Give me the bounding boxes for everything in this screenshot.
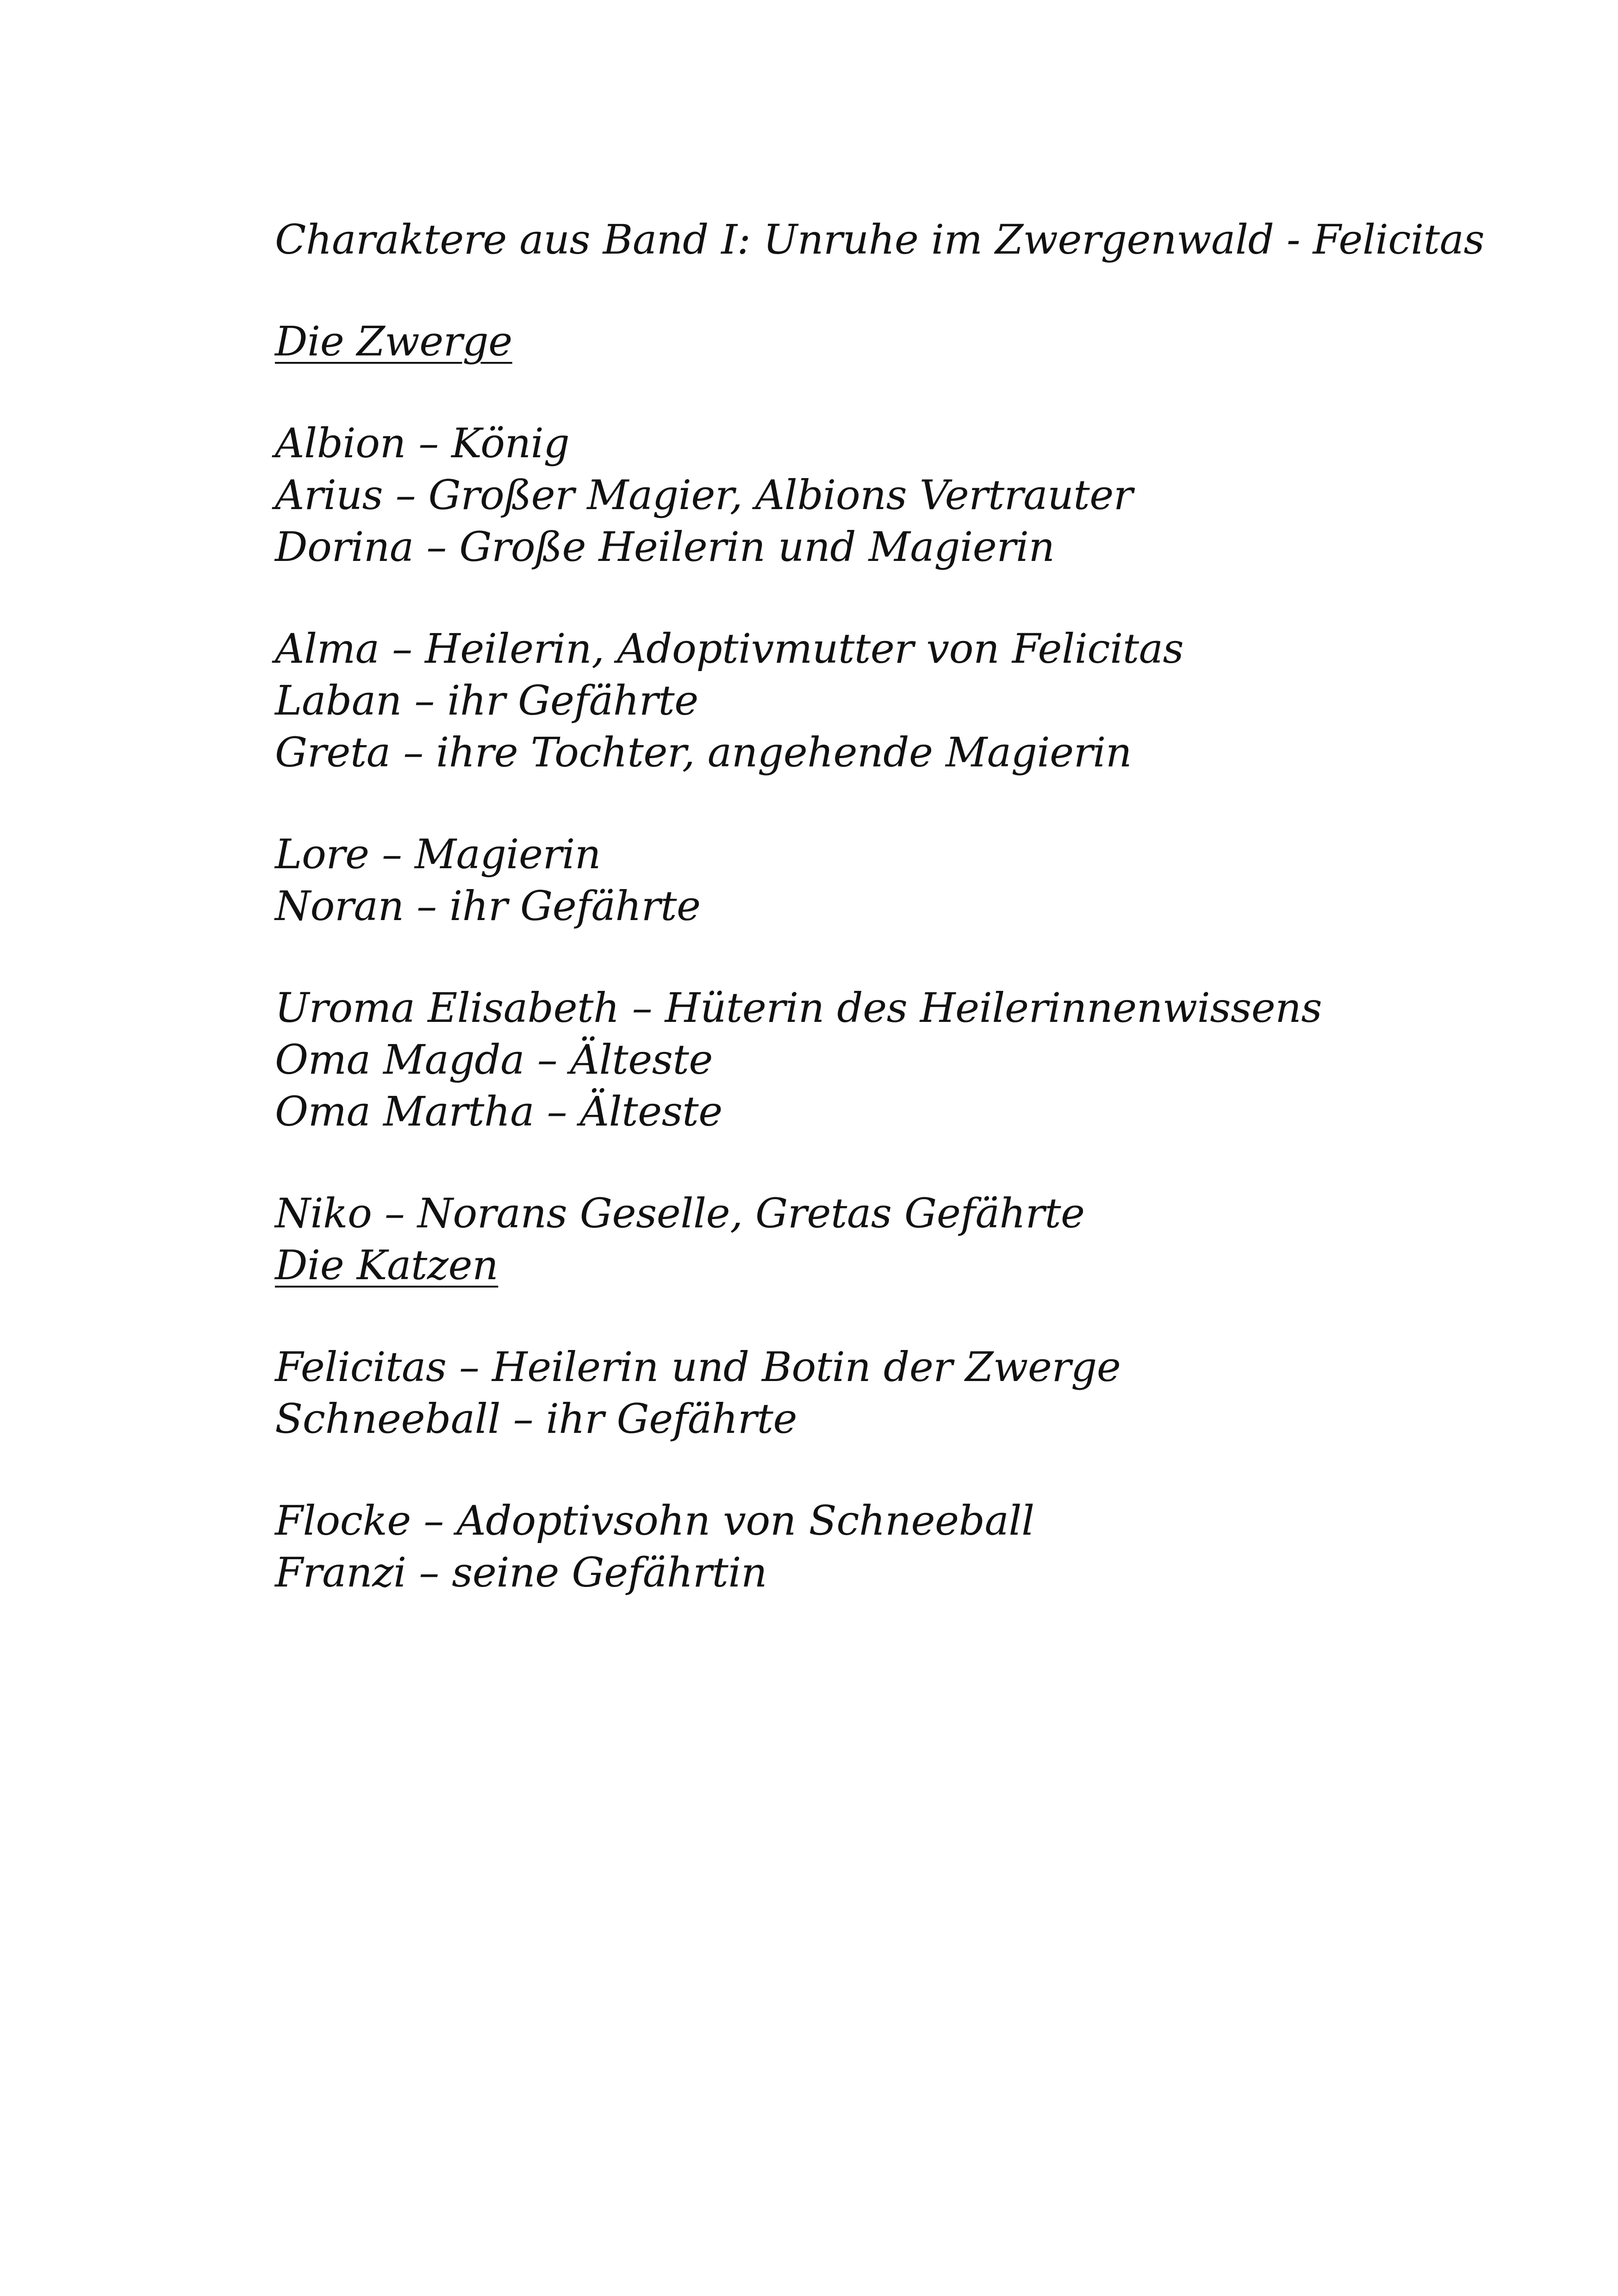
character-entry: Oma Magda – Älteste — [275, 1036, 713, 1083]
character-group — [275, 1495, 1525, 1599]
character-entry: Flocke – Adoptivsohn von Schneeball — [275, 1497, 1034, 1544]
document-content — [275, 214, 1525, 1599]
character-entry: Schneeball – ihr Gefährte — [275, 1395, 797, 1443]
document-title: Charaktere aus Band I: Unruhe im Zwergenwald - Felicitas — [275, 216, 1485, 263]
character-group — [275, 828, 1525, 932]
character-entry: Dorina – Große Heilerin und Magierin — [275, 523, 1055, 571]
character-entry: Alma – Heilerin, Adoptivmutter von Felicitas — [275, 625, 1184, 672]
character-entry: Felicitas – Heilerin und Botin der Zwerge — [275, 1343, 1121, 1391]
character-entry: Lore – Magierin — [275, 830, 601, 878]
character-entry: Oma Martha – Älteste — [275, 1088, 722, 1135]
section-katzen — [275, 1239, 1525, 1599]
character-entry: Noran – ihr Gefährte — [275, 882, 701, 930]
character-entry: Albion – König — [275, 419, 570, 467]
character-entry: Arius – Großer Magier, Albions Vertrauter — [275, 471, 1133, 519]
section-heading-zwerge: Die Zwerge — [275, 317, 512, 365]
character-group — [275, 417, 1525, 573]
character-entry: Franzi – seine Gefährtin — [275, 1549, 767, 1596]
character-entry: Niko – Norans Geselle, Gretas Gefährte — [275, 1189, 1085, 1237]
character-group — [275, 1341, 1525, 1445]
character-group — [275, 982, 1525, 1138]
section-zwerge — [275, 316, 1525, 1239]
section-heading-katzen: Die Katzen — [275, 1241, 498, 1289]
character-group — [275, 623, 1525, 778]
character-entry: Uroma Elisabeth – Hüterin des Heilerinnenwissens — [275, 984, 1322, 1032]
character-entry: Laban – ihr Gefährte — [275, 677, 698, 724]
character-entry: Greta – ihre Tochter, angehende Magierin — [275, 728, 1132, 776]
character-group — [275, 1188, 1525, 1239]
